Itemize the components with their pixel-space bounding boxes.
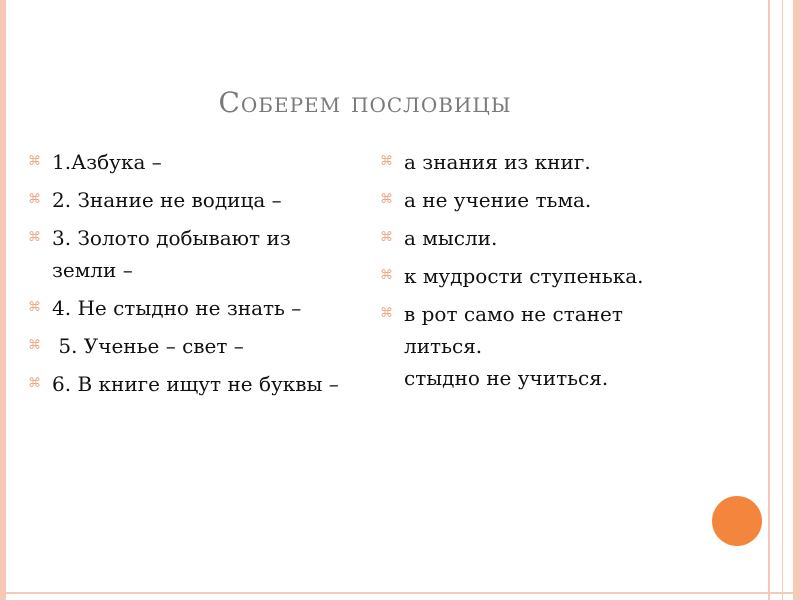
bullet-icon: ⌘ bbox=[28, 376, 41, 391]
list-item bbox=[28, 292, 358, 324]
bullet-icon: ⌘ bbox=[28, 338, 41, 353]
list-continuation: стыдно не учиться. bbox=[404, 366, 609, 390]
frame-bottom-line bbox=[0, 592, 800, 594]
item-text: 4. Не стыдно не знать – bbox=[52, 296, 302, 320]
slide-title: Соберем пословицы bbox=[218, 86, 512, 119]
bullet-icon: ⌘ bbox=[380, 268, 393, 283]
list-item bbox=[28, 222, 358, 286]
list-item bbox=[28, 368, 358, 400]
list-item bbox=[380, 298, 680, 362]
list-item bbox=[28, 330, 358, 362]
item-text: 5. Ученье – свет – bbox=[52, 334, 244, 358]
list-item bbox=[380, 260, 680, 292]
list-item bbox=[380, 146, 680, 178]
frame-right-line bbox=[768, 0, 770, 600]
bullet-icon: ⌘ bbox=[28, 230, 41, 245]
bullet-icon: ⌘ bbox=[28, 192, 41, 207]
item-text: в рот само не станет литься. bbox=[404, 302, 623, 358]
list-item bbox=[28, 184, 358, 216]
list-item bbox=[380, 184, 680, 216]
bullet-icon: ⌘ bbox=[380, 230, 393, 245]
item-text: 2. Знание не водица – bbox=[52, 188, 282, 212]
item-text: 6. В книге ищут не буквы – bbox=[52, 372, 339, 396]
item-text: к мудрости ступенька. bbox=[404, 264, 644, 288]
item-text: а знания из книг. bbox=[404, 150, 591, 174]
bullet-icon: ⌘ bbox=[380, 192, 393, 207]
item-text: 1.Азбука – bbox=[52, 150, 162, 174]
bullet-icon: ⌘ bbox=[28, 300, 41, 315]
left-column bbox=[28, 146, 358, 406]
bullet-icon: ⌘ bbox=[28, 154, 41, 169]
bullet-icon: ⌘ bbox=[380, 306, 393, 321]
bullet-icon: ⌘ bbox=[380, 154, 393, 169]
frame-right-edge bbox=[793, 0, 800, 600]
list-item bbox=[28, 146, 358, 178]
frame-right-line-thin bbox=[782, 0, 783, 600]
item-text: 3. Золото добывают из земли – bbox=[52, 226, 291, 282]
right-column bbox=[380, 146, 680, 394]
accent-circle bbox=[712, 496, 762, 546]
item-text: а мысли. bbox=[404, 226, 498, 250]
item-text: а не учение тьма. bbox=[404, 188, 592, 212]
list-item bbox=[380, 222, 680, 254]
